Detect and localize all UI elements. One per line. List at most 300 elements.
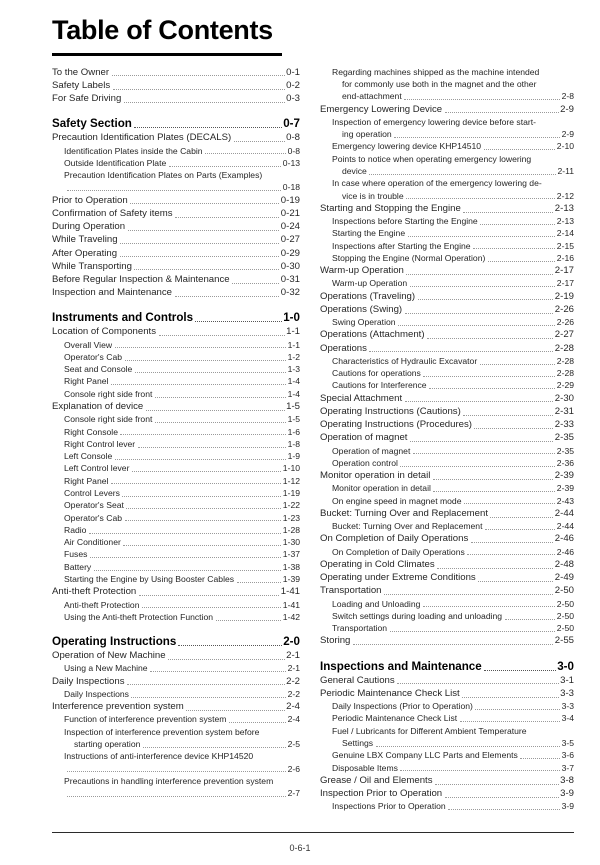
toc-entry-label: Operations (320, 342, 367, 354)
toc-entry[interactable] (52, 351, 300, 363)
toc-entry-page: 0-29 (280, 247, 300, 259)
toc-section-title: Inspections and Maintenance (320, 659, 482, 673)
toc-entry-label: Overall View (64, 339, 113, 350)
toc-entry[interactable] (52, 363, 300, 375)
leader-dots (111, 483, 281, 484)
toc-entry[interactable] (320, 328, 574, 341)
toc-entry-label: Swing Operation (332, 317, 396, 328)
toc-entry-page: 1-2 (287, 351, 300, 362)
toc-entry-line (64, 169, 300, 181)
toc-entry[interactable] (320, 252, 574, 264)
toc-entry-multiline[interactable] (320, 66, 574, 103)
leader-dots (155, 422, 286, 423)
toc-entry-label: Right Panel (64, 475, 109, 486)
toc-entry[interactable] (320, 507, 574, 520)
toc-entry[interactable] (52, 573, 300, 585)
toc-entry-label: Inspection of emergency lowering device before start- (332, 116, 536, 127)
toc-entry[interactable] (320, 482, 574, 494)
toc-entry-label: Identification Plates inside the Cabin (64, 145, 203, 156)
toc-entry-page: 2-39 (554, 470, 574, 482)
toc-entry-page: 2-46 (554, 533, 574, 545)
toc-entry-line (332, 66, 574, 78)
toc-entry-page: 2-17 (554, 265, 574, 277)
leader-dots (406, 274, 553, 275)
leader-dots (408, 236, 556, 237)
toc-entry[interactable] (52, 524, 300, 536)
toc-entry[interactable] (52, 339, 300, 351)
toc-entry-page: 1-6 (287, 426, 300, 437)
toc-entry[interactable] (52, 426, 300, 438)
toc-entry[interactable] (320, 598, 574, 610)
toc-entry-label: Inspection and Maintenance (52, 287, 173, 299)
leader-dots (463, 415, 553, 416)
toc-entry-page: 0-1 (286, 66, 300, 78)
leader-dots (405, 313, 554, 314)
leader-dots (520, 758, 560, 759)
toc-section-heading[interactable] (320, 659, 574, 674)
toc-entry-page: 1-30 (282, 537, 300, 548)
leader-dots (463, 212, 553, 213)
leader-dots (127, 684, 285, 685)
toc-entry-multiline[interactable] (52, 775, 300, 800)
toc-entry-page: 0-27 (280, 234, 300, 246)
toc-entry-page: 0-32 (280, 287, 300, 299)
toc-entry[interactable] (320, 762, 574, 774)
toc-entry[interactable] (320, 532, 574, 545)
leader-dots (234, 141, 285, 142)
toc-entry[interactable] (52, 375, 300, 387)
toc-entry[interactable] (52, 145, 300, 157)
toc-entry-page: 2-17 (556, 278, 574, 289)
toc-entry[interactable] (320, 290, 574, 303)
leader-dots (146, 410, 285, 411)
toc-entry-page: 2-30 (554, 392, 574, 404)
toc-entry-page: 1-41 (282, 599, 300, 610)
toc-entry[interactable] (320, 227, 574, 239)
leader-dots (120, 256, 280, 257)
toc-entry-line (64, 775, 300, 787)
leader-dots (410, 441, 553, 442)
toc-entry[interactable] (52, 273, 300, 286)
toc-entry-page: 0-3 (286, 93, 300, 105)
toc-entry-label: Transportation (332, 623, 388, 634)
toc-entry-label: Switch settings during loading and unloading (332, 610, 503, 621)
toc-entry-page: 2-44 (556, 521, 574, 532)
toc-entry[interactable] (52, 388, 300, 400)
toc-entry[interactable] (52, 675, 300, 688)
toc-entry-label: Safety Labels (52, 79, 111, 91)
toc-entry[interactable] (52, 462, 300, 474)
toc-entry[interactable] (320, 546, 574, 558)
toc-entry[interactable] (52, 400, 300, 413)
leader-dots (120, 434, 286, 435)
toc-entry[interactable] (52, 260, 300, 273)
toc-entry-line (332, 128, 574, 140)
toc-entry-page: 2-16 (556, 252, 574, 263)
toc-entry[interactable] (52, 548, 300, 560)
toc-entry[interactable] (320, 687, 574, 700)
toc-entry-page: 1-5 (286, 401, 300, 412)
toc-entry-label: Interference prevention system (52, 701, 184, 713)
leader-dots (445, 112, 559, 113)
toc-entry[interactable] (320, 316, 574, 328)
toc-entry[interactable] (52, 131, 300, 144)
toc-entry[interactable] (52, 438, 300, 450)
leader-dots (433, 479, 553, 480)
toc-entry[interactable] (52, 247, 300, 260)
toc-entry-label: Emergency lowering device KHP14510 (332, 141, 482, 152)
toc-entry-page: 2-28 (554, 342, 574, 354)
toc-entry-label: Inspections before Starting the Engine (332, 216, 478, 227)
toc-entry-page: 2-28 (556, 368, 574, 379)
toc-entry-page: 2-35 (554, 432, 574, 444)
toc-entry[interactable] (52, 220, 300, 233)
toc-entry[interactable] (320, 379, 574, 391)
toc-entry[interactable] (52, 713, 300, 725)
toc-entry[interactable] (320, 584, 574, 597)
toc-entry-label: Regarding machines shipped as the machine intended (332, 66, 540, 77)
toc-entry[interactable] (320, 355, 574, 367)
toc-entry-label: Storing (320, 635, 351, 647)
toc-entry[interactable] (52, 499, 300, 511)
leader-dots (115, 459, 286, 460)
toc-entry[interactable] (320, 215, 574, 227)
leader-dots (475, 709, 560, 710)
toc-entry[interactable] (320, 712, 574, 724)
toc-section-title: Safety Section (52, 117, 132, 131)
toc-entry[interactable] (320, 571, 574, 584)
toc-entry-label: Cautions for operations (332, 368, 421, 379)
toc-entry[interactable] (52, 599, 300, 611)
leader-dots (125, 360, 287, 361)
leader-dots (484, 149, 556, 150)
toc-entry-label: While Traveling (52, 234, 118, 246)
toc-entry-label: In case where operation of the emergency lowering de- (332, 178, 542, 189)
toc-entry-label: Fuses (64, 549, 88, 560)
toc-entry-page: 2-39 (556, 483, 574, 494)
toc-entry-page: 1-41 (280, 586, 300, 598)
toc-entry-label: Emergency Lowering Device (320, 103, 443, 115)
toc-entry-label: Periodic Maintenance Check List (332, 713, 458, 724)
toc-entry-label: Bucket: Turning Over and Replacement (332, 521, 483, 532)
leader-dots (467, 554, 555, 555)
leader-dots (126, 508, 281, 509)
leader-dots (124, 102, 285, 103)
toc-entry-page: 2-19 (554, 290, 574, 302)
toc-entry-page: 0-21 (280, 207, 300, 219)
toc-entry[interactable] (52, 66, 300, 79)
leader-dots (394, 137, 560, 138)
toc-entry-page: 2-55 (554, 635, 574, 647)
toc-entry[interactable] (52, 649, 300, 662)
toc-entry-page: 2-26 (556, 317, 574, 328)
leader-dots (138, 447, 286, 448)
leader-dots (150, 671, 286, 672)
toc-entry-label: Console right side front (64, 414, 153, 425)
toc-entry-label: Inspections Prior to Operation (332, 801, 446, 812)
toc-entry-label: Operations (Traveling) (320, 290, 416, 302)
leader-dots (67, 190, 282, 191)
leader-dots (123, 545, 281, 546)
toc-entry-line (64, 750, 300, 762)
toc-entry-label: Starting the Engine by Using Booster Cables (64, 574, 235, 585)
toc-entry[interactable] (52, 611, 300, 623)
leader-dots (400, 770, 560, 771)
toc-entry-line (64, 738, 300, 750)
toc-entry-page: 2-35 (556, 445, 574, 456)
toc-entry[interactable] (320, 140, 574, 152)
toc-section-heading[interactable] (52, 634, 300, 649)
toc-entry-page: 1-9 (287, 451, 300, 462)
toc-entry[interactable] (320, 749, 574, 761)
toc-entry-label: Operation of magnet (332, 445, 411, 456)
leader-dots (437, 568, 553, 569)
leader-dots (480, 364, 556, 365)
toc-entry[interactable] (320, 431, 574, 444)
toc-entry-label: Starting and Stopping the Engine (320, 202, 461, 214)
toc-section-heading[interactable] (52, 310, 300, 325)
toc-entry-label: After Operating (52, 247, 118, 259)
toc-entry[interactable] (52, 286, 300, 299)
toc-entry-label: Daily Inspections (Prior to Operation) (332, 701, 473, 712)
toc-entry-label: ing operation (342, 129, 392, 140)
toc-entry[interactable] (320, 367, 574, 379)
leader-dots (134, 269, 279, 270)
toc-entry[interactable] (52, 233, 300, 246)
leader-dots (113, 89, 285, 90)
right-column (320, 66, 574, 813)
toc-entry[interactable] (320, 700, 574, 712)
toc-entry[interactable] (320, 774, 574, 787)
toc-section-heading[interactable] (52, 116, 300, 131)
toc-entry-page: 0-18 (282, 182, 300, 193)
toc-entry-label: Operating in Cold Climates (320, 558, 435, 570)
leader-dots (413, 453, 555, 454)
toc-entry[interactable] (52, 475, 300, 487)
leader-dots (484, 670, 557, 671)
toc-entry-page: 2-11 (557, 165, 574, 176)
toc-entry[interactable] (320, 405, 574, 418)
toc-entry-label: Using the Anti-theft Protection Function (64, 611, 214, 622)
toc-entry-label: Operating Instructions (Cautions) (320, 405, 461, 417)
toc-entry[interactable] (320, 622, 574, 634)
toc-entry[interactable] (320, 558, 574, 571)
leader-dots (490, 517, 553, 518)
leader-dots (448, 809, 560, 810)
toc-section-page: 1-0 (283, 311, 300, 325)
toc-entry-multiline[interactable] (320, 153, 574, 178)
toc-entry[interactable] (320, 495, 574, 507)
toc-entry[interactable] (320, 457, 574, 469)
toc-entry-label: starting operation (74, 738, 141, 749)
toc-entry[interactable] (52, 585, 300, 598)
toc-entry-multiline[interactable] (52, 726, 300, 751)
toc-entry-label: Operations (Attachment) (320, 329, 425, 341)
toc-entry-page: 2-10 (556, 141, 574, 152)
toc-entry[interactable] (52, 413, 300, 425)
toc-entry[interactable] (320, 418, 574, 431)
toc-entry[interactable] (52, 194, 300, 207)
toc-entry-label: Precaution Identification Plates on Parts (Examples) (64, 170, 263, 181)
toc-entry-line (332, 737, 574, 749)
toc-entry-multiline[interactable] (320, 116, 574, 141)
leader-dots (427, 338, 553, 339)
toc-entry-label: Console right side front (64, 388, 153, 399)
toc-entry[interactable] (52, 325, 300, 338)
toc-entry[interactable] (52, 487, 300, 499)
toc-entry[interactable] (52, 450, 300, 462)
toc-entry-label: Characteristics of Hydraulic Excavator (332, 355, 478, 366)
toc-entry-multiline[interactable] (52, 169, 300, 194)
toc-entry-page: 2-15 (556, 240, 574, 251)
leader-dots (405, 401, 554, 402)
toc-entry-label: Function of interference prevention system (64, 714, 227, 725)
toc-entry-label: Daily Inspections (52, 675, 125, 687)
leader-dots (460, 721, 560, 722)
toc-entry-label: Prior to Operation (52, 194, 128, 206)
toc-entry-page: 2-4 (286, 701, 300, 713)
toc-entry[interactable] (320, 634, 574, 647)
toc-entry-line (64, 181, 300, 193)
toc-entry[interactable] (320, 303, 574, 316)
leader-dots (175, 296, 280, 297)
toc-entry-page: 3-9 (561, 801, 574, 812)
toc-entry[interactable] (320, 264, 574, 277)
toc-entry[interactable] (320, 202, 574, 215)
toc-entry[interactable] (52, 662, 300, 674)
toc-entry[interactable] (52, 512, 300, 524)
leader-dots (445, 797, 559, 798)
leader-dots (462, 697, 558, 698)
toc-entry-page: 1-8 (287, 438, 300, 449)
toc-entry-page: 0-30 (280, 260, 300, 272)
toc-entry[interactable] (52, 688, 300, 700)
leader-dots (433, 491, 555, 492)
toc-entry-label: Before Regular Inspection & Maintenance (52, 273, 230, 285)
toc-entry-page: 1-37 (282, 549, 300, 560)
toc-entry-line (64, 763, 300, 775)
leader-dots (471, 542, 554, 543)
leader-dots (216, 620, 282, 621)
toc-entry-label: Cautions for Interference (332, 380, 427, 391)
toc-entry-multiline[interactable] (320, 725, 574, 750)
toc-entry[interactable] (320, 277, 574, 289)
toc-entry-line (64, 726, 300, 738)
toc-entry-label: Air Conditioner (64, 537, 121, 548)
leader-dots (67, 796, 287, 797)
toc-entry[interactable] (52, 536, 300, 548)
toc-entry-label: Right Panel (64, 376, 109, 387)
toc-entry-page: 3-8 (560, 774, 574, 786)
toc-entry-label: Seat and Console (64, 364, 133, 375)
toc-entry-multiline[interactable] (320, 177, 574, 202)
toc-entry-page: 3-7 (561, 762, 574, 773)
leader-dots (168, 659, 285, 660)
toc-entry[interactable] (320, 342, 574, 355)
toc-entry[interactable] (52, 561, 300, 573)
toc-entry-page: 1-12 (282, 475, 300, 486)
left-column (52, 66, 300, 800)
toc-entry-label: Operation control (332, 457, 398, 468)
toc-entry-label: Fuel / Lubricants for Different Ambient Temperature (332, 725, 527, 736)
toc-entry-label: end-attachment (342, 91, 402, 102)
leader-dots (423, 606, 555, 607)
toc-entry-page: 2-5 (287, 738, 300, 749)
toc-entry[interactable] (320, 787, 574, 800)
toc-entry[interactable] (320, 800, 574, 812)
toc-entry-page: 2-50 (554, 585, 574, 597)
toc-entry-page: 2-48 (554, 558, 574, 570)
leader-dots (232, 283, 279, 284)
toc-entry-label: Explanation of device (52, 401, 144, 412)
toc-entry-label: Operator's Seat (64, 500, 124, 511)
leader-dots (410, 286, 556, 287)
toc-entry[interactable] (320, 674, 574, 687)
toc-entry[interactable] (320, 469, 574, 482)
toc-entry-page: 2-2 (286, 675, 300, 687)
toc-entry-label: vice is in trouble (342, 190, 404, 201)
toc-entry-label: Starting the Engine (332, 228, 406, 239)
leader-dots (195, 321, 282, 322)
toc-entry-line (332, 78, 574, 90)
toc-entry-label: For Safe Driving (52, 93, 122, 105)
toc-entry-label: Operating under Extreme Conditions (320, 572, 476, 584)
toc-entry-line (332, 725, 574, 737)
toc-entry-label: Loading and Unloading (332, 598, 421, 609)
toc-section-title: Instruments and Controls (52, 311, 194, 325)
toc-entry-page: 1-1 (287, 339, 300, 350)
leader-dots (112, 75, 285, 76)
toc-entry-label: On engine speed in magnet mode (332, 495, 462, 506)
toc-entry[interactable] (320, 240, 574, 252)
toc-entry[interactable] (320, 103, 574, 116)
toc-entry-multiline[interactable] (52, 750, 300, 775)
leader-dots (384, 594, 553, 595)
toc-entry-label: Periodic Maintenance Check List (320, 687, 460, 699)
toc-entry-page: 1-19 (282, 487, 300, 498)
toc-entry-label: Right Control lever (64, 438, 136, 449)
toc-entry[interactable] (320, 445, 574, 457)
toc-entry[interactable] (52, 157, 300, 169)
leader-dots (435, 784, 559, 785)
toc-entry[interactable] (320, 520, 574, 532)
toc-entry-page: 2-6 (287, 763, 300, 774)
leader-dots (418, 299, 554, 300)
toc-entry-page: 0-19 (280, 194, 300, 206)
toc-entry[interactable] (52, 92, 300, 105)
toc-entry-label: for commonly use both in the magnet and the other (342, 78, 537, 89)
toc-entry[interactable] (52, 207, 300, 220)
toc-entry-label: Confirmation of Safety items (52, 207, 173, 219)
toc-entry-label: On Completion of Daily Operations (332, 546, 465, 557)
toc-entry[interactable] (320, 610, 574, 622)
leader-dots (353, 644, 553, 645)
toc-entry-page: 2-46 (556, 546, 574, 557)
toc-entry-page: 0-8 (286, 132, 300, 144)
toc-entry-page: 1-5 (287, 414, 300, 425)
leader-dots (122, 496, 281, 497)
toc-entry-page: 1-28 (282, 524, 300, 535)
toc-entry[interactable] (52, 700, 300, 713)
toc-entry-label: Genuine LBX Company LLC Parts and Elements (332, 750, 518, 761)
toc-entry[interactable] (52, 79, 300, 92)
toc-entry-page: 2-27 (554, 329, 574, 341)
toc-entry-page: 1-39 (282, 574, 300, 585)
toc-entry[interactable] (320, 392, 574, 405)
toc-entry-page: 2-9 (561, 129, 574, 140)
toc-entry-label: Inspection Prior to Operation (320, 788, 443, 800)
toc-entry-label: Monitor operation in detail (320, 470, 431, 482)
